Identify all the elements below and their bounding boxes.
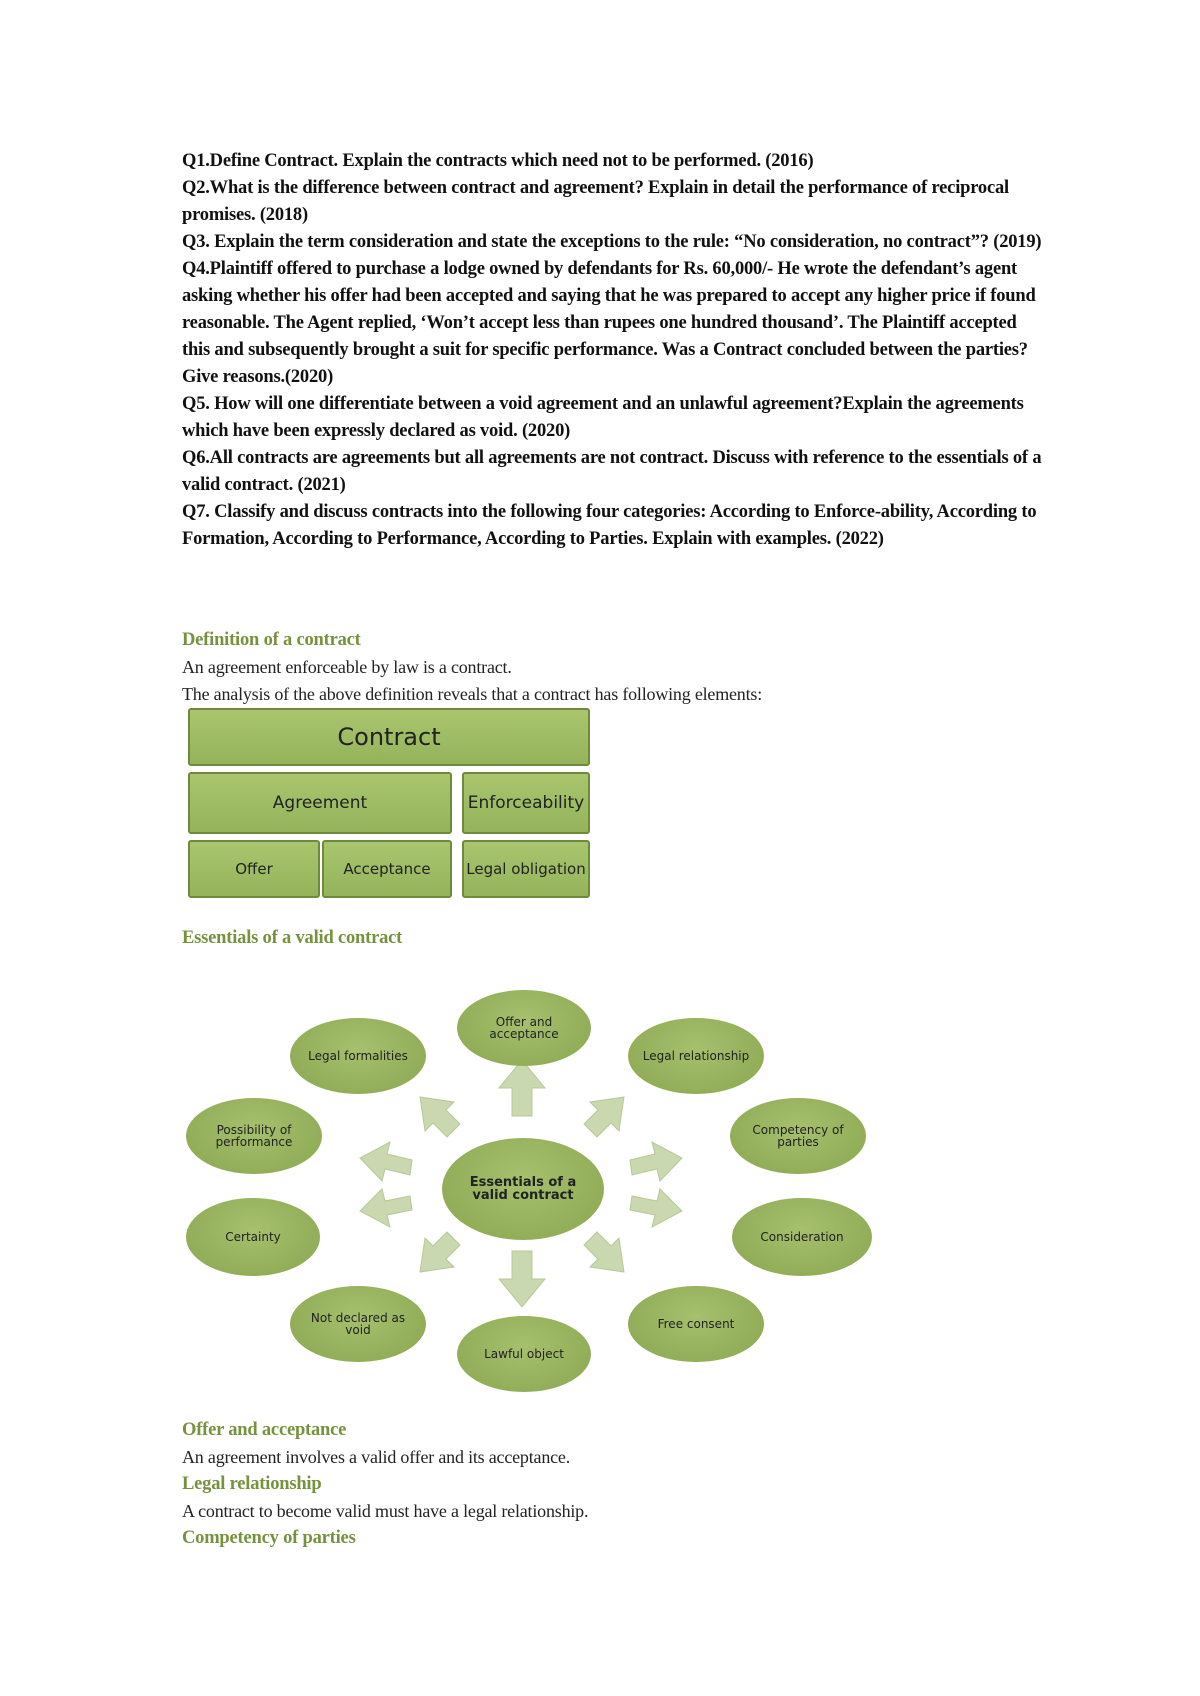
essential-legal-relationship: Legal relationship [628,1018,764,1094]
offer-block: Offer [188,840,320,898]
enforceability-block: Enforceability [462,772,590,834]
question-1: Q1.Define Contract. Explain the contracts which need not to be performed. (2016) [182,151,814,171]
section-heading-offer-acceptance: Offer and acceptance [182,1420,347,1440]
arrow-left-upper [360,1142,412,1181]
essential-possibility-performance: Possibility of performance [186,1098,322,1174]
question-4: Q4.Plaintiff offered to purchase a lodge owned by defendants for Rs. 60,000/- He wrote the defendant’s agent asking whether his offer had been accepted and saying that he was prepared to accept any higher price if found reasonable. The Agent replied, ‘Won’t accept less than rupees one hundred thousand’. The Plaintiff accepted this and subsequently brought a suit for specific performance. Was a Contract concluded between the parties? Give reasons.(2020) [182,259,1036,387]
legal-obligation-block: Legal obligation [462,840,590,898]
essential-lawful-object: Lawful object [457,1316,591,1392]
question-5: Q5. How will one differentiate between a void agreement and an unlawful agreement?Explain the agreements which have been expressly declared as void. (2020) [182,394,1024,441]
essentials-center: Essentials of a valid contract [442,1138,604,1240]
question-2: Q2.What is the difference between contract and agreement? Explain in detail the performance of reciprocal promises. (2018) [182,178,1009,225]
essentials-heading: Essentials of a valid contract [182,928,403,948]
arrow-left-lower [360,1189,412,1227]
arrow-right-lower [630,1189,682,1227]
arrow-upper-right [584,1097,624,1137]
section-text-legal-relationship: A contract to become valid must have a legal relationship. [182,1501,589,1521]
section-text-offer-acceptance: An agreement involves a valid offer and its acceptance. [182,1447,570,1467]
definition-line-2: The analysis of the above definition reveals that a contract has following elements: [182,684,763,704]
question-3: Q3. Explain the term consideration and state the exceptions to the rule: “No consideration, no contract”? (2019) [182,232,1042,252]
essential-not-declared-void: Not declared as void [290,1286,426,1362]
question-6: Q6.All contracts are agreements but all agreements are not contract. Discuss with reference to the essentials of a valid contract. (2021) [182,448,1042,495]
agreement-block: Agreement [188,772,452,834]
contract-block: Contract [188,708,590,766]
definition-line-1: An agreement enforceable by law is a contract. [182,657,512,677]
section-heading-competency: Competency of parties [182,1528,356,1548]
definition-heading: Definition of a contract [182,630,361,650]
essential-legal-formalities: Legal formalities [290,1018,426,1094]
arrow-right-upper [630,1142,682,1181]
arrow-lower-left [420,1232,460,1272]
question-7: Q7. Classify and discuss contracts into the following four categories: According to Enforce-ability, According to Formation, According to Performance, According to Parties. Explain with examples. (2022) [182,502,1037,549]
essential-offer-acceptance: Offer and acceptance [457,990,591,1066]
essential-competency: Competency of parties [730,1098,866,1174]
arrow-up [499,1060,545,1116]
essential-consideration: Consideration [732,1198,872,1276]
arrow-lower-right [584,1232,624,1272]
arrow-down [499,1251,545,1307]
arrow-upper-left [420,1097,460,1137]
section-heading-legal-relationship: Legal relationship [182,1474,322,1494]
acceptance-block: Acceptance [322,840,452,898]
essential-certainty: Certainty [186,1198,320,1276]
essential-free-consent: Free consent [628,1286,764,1362]
